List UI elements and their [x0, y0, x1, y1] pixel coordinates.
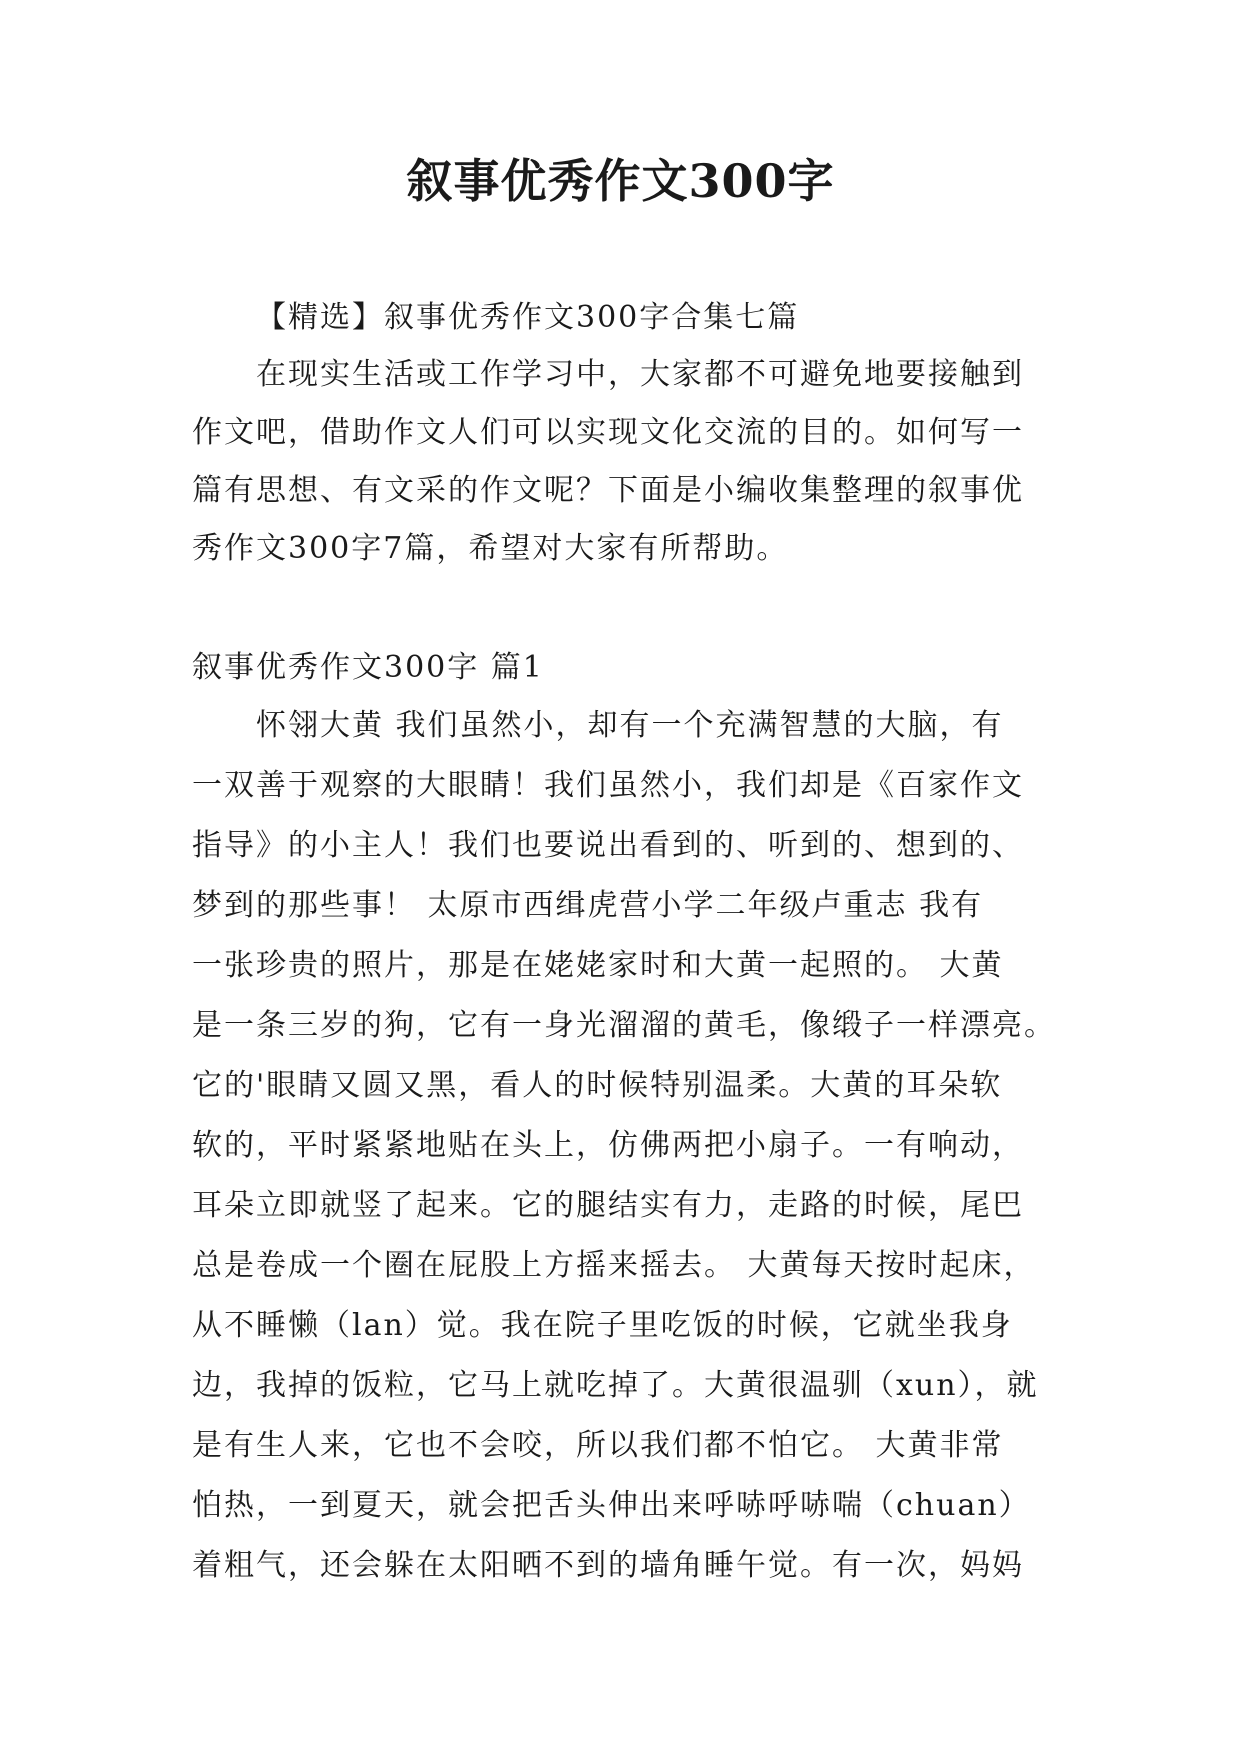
section-line: 总是卷成一个圈在屁股上方摇来摇去。 大黄每天按时起床，	[192, 1248, 1036, 1283]
section-heading: 叙事优秀作文300字 篇1	[192, 650, 544, 685]
section-line: 是一条三岁的狗，它有一身光溜溜的黄毛，像缎子一样漂亮。	[192, 1008, 1056, 1043]
section-line: 边，我掉的饭粒，它马上就吃掉了。大黄很温驯（xun），就	[192, 1368, 1039, 1403]
intro-line: 在现实生活或工作学习中，大家都不可避免地要接触到	[256, 357, 1024, 392]
section-line: 是有生人来，它也不会咬，所以我们都不怕它。 大黄非常	[192, 1428, 1004, 1463]
section-line: 着粗气，还会躲在太阳晒不到的墙角睡午觉。有一次，妈妈	[192, 1548, 1024, 1583]
section-line: 它的'眼睛又圆又黑，看人的时候特别温柔。大黄的耳朵软	[192, 1068, 1003, 1103]
section-line: 软的，平时紧紧地贴在头上，仿佛两把小扇子。一有响动，	[192, 1128, 1024, 1163]
section-line: 梦到的那些事！ 太原市西缉虎营小学二年级卢重志 我有	[192, 888, 984, 923]
intro-line: 篇有思想、有文采的作文呢？下面是小编收集整理的叙事优	[192, 473, 1024, 508]
section-line: 怀翎大黄 我们虽然小，却有一个充满智慧的大脑，有	[256, 708, 1004, 743]
document-subtitle: 【精选】叙事优秀作文300字合集七篇	[256, 300, 800, 335]
section-line: 指导》的小主人！我们也要说出看到的、听到的、想到的、	[192, 828, 1024, 863]
section-line: 怕热，一到夏天，就会把舌头伸出来呼哧呼哧喘（chuan）	[192, 1488, 1031, 1523]
section-line: 一双善于观察的大眼睛！我们虽然小，我们却是《百家作文	[192, 768, 1024, 803]
section-line: 耳朵立即就竖了起来。它的腿结实有力，走路的时候，尾巴	[192, 1188, 1024, 1223]
intro-line: 秀作文300字7篇，希望对大家有所帮助。	[192, 531, 789, 566]
section-line: 一张珍贵的照片，那是在姥姥家时和大黄一起照的。 大黄	[192, 948, 1004, 983]
section-line: 从不睡懒（lan）觉。我在院子里吃饭的时候，它就坐我身	[192, 1308, 1013, 1343]
section-paragraph	[192, 696, 1056, 1596]
document-title: 叙事优秀作文300字	[406, 154, 835, 208]
intro-paragraph	[192, 346, 1052, 578]
intro-line: 作文吧，借助作文人们可以实现文化交流的目的。如何写一	[192, 415, 1024, 450]
